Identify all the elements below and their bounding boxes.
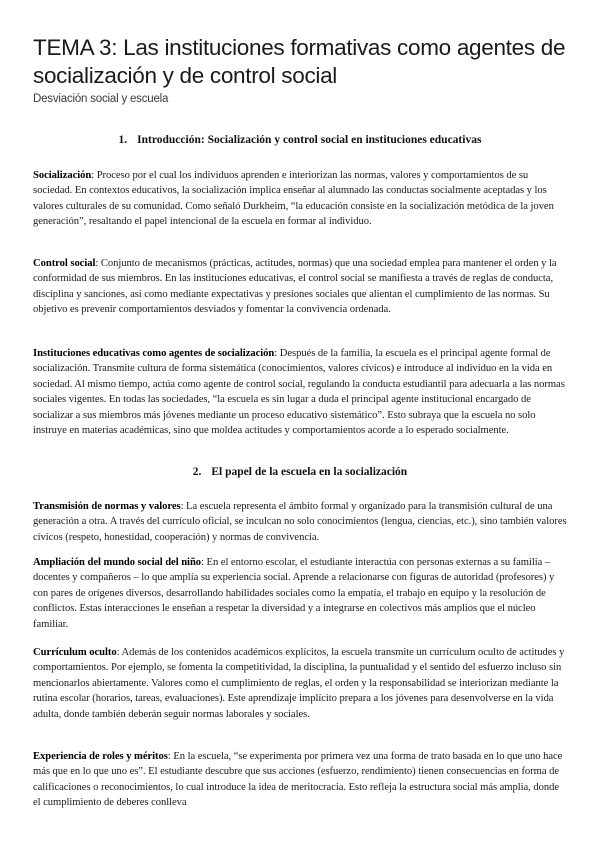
paragraph-term: Experiencia de roles y méritos xyxy=(33,751,168,762)
paragraph-term: Transmisión de normas y valores xyxy=(33,501,181,512)
paragraph-term: Instituciones educativas como agentes de socialización xyxy=(33,348,275,359)
paragraph-term: Control social xyxy=(33,258,96,269)
paragraph-text: : La escuela representa el ámbito formal y organizado para la transmisión cultural de una generación a otra. A través del currículo oficial, se inculcan no solo conocimientos (lengua, ciencias, etc.), sino también valores cívicos (respeto, honestidad, cooperación) y normas de convivencia. xyxy=(33,501,567,543)
paragraph-text: : En la escuela, “se experimenta por primera vez una forma de trato basada en lo que uno hace más que en lo que uno es”. El estudiante descubre que sus acciones (esfuerzo, rendimiento) tienen consecuencias en forma de calificaciones o reconocimientos, lo cual introduce la idea de meritocracia. Esto refleja la estructura social más amplia, donde el cumplimiento de deberes conlleva xyxy=(33,751,563,809)
paragraph-text: : Conjunto de mecanismos (prácticas, actitudes, normas) que una sociedad emplea para mantener el orden y la conformidad de sus miembros. En las instituciones educativas, el control social se manifiesta a través de reglas de conducta, disciplina y sanciones, así como mediante expectativas y presiones sociales que alientan el cumplimiento de las normas. Su objetivo es prevenir comportamientos desviados y fomentar la convivencia ordenada. xyxy=(33,258,557,316)
paragraph-transmision-normas xyxy=(33,499,569,545)
paragraph-socializacion xyxy=(33,168,569,230)
paragraph-instituciones-educativas xyxy=(33,346,569,438)
paragraph-experiencia-roles xyxy=(33,749,569,811)
paragraph-text: : Proceso por el cual los individuos aprenden e interiorizan las normas, valores y comportamientos de su sociedad. En contextos educativos, la socialización implica enseñar al alumnado las conductas socialmente aceptadas y los valores culturales de su comunidad. Como señaló Durkheim, “la educación consiste en la socialización metódica de la joven generación”, resaltando el papel intencional de la escuela en formar al individuo. xyxy=(33,170,554,228)
paragraph-control-social xyxy=(33,256,569,318)
section-heading-text: Introducción: Socialización y control social en instituciones educativas xyxy=(137,134,482,146)
paragraph-term: Socialización xyxy=(33,170,92,181)
paragraph-text: : Después de la familia, la escuela es el principal agente formal de socialización. Transmite cultura de forma sistemática (conocimientos, valores cívicos) e introduce al individuo en la vida en sociedad. Al mismo tiempo, actúa como agente de control social, regulando la conducta estudiantil para adecuarla a las normas sociales vigentes. En todas las sociedades, “la escuela es sin lugar a duda el principal agente institucional encargado de socializar a sus miembros más jóvenes mediante un proceso educativo sistemático”. Esto subraya que la escuela no solo instruye en materias académicas, sino que moldea actitudes y comportamientos acorde a lo esperado socialmente. xyxy=(33,348,565,437)
paragraph-text: : Además de los contenidos académicos explícitos, la escuela transmite un currículum oculto de actitudes y comportamientos. Por ejemplo, se fomenta la competitividad, la disciplina, la puntualidad y el sentido del esfuerzo incluso sin mencionarlos abiertamente. Valores como el cumplimiento de reglas, el orden y la responsabilidad se interiorizan mediante la rutina escolar (horarios, tareas, evaluaciones). Este aprendizaje implícito prepara a los jóvenes para desenvolverse en la vida adulta, donde también deberán seguir normas laborales y sociales. xyxy=(33,647,565,720)
section-heading-1 xyxy=(0,133,600,147)
paragraph-curriculum-oculto xyxy=(33,645,569,722)
section-heading-text: El papel de la escuela en la socialización xyxy=(211,466,408,478)
paragraph-term: Ampliación del mundo social del niño xyxy=(33,557,202,568)
document-subtitle: Desviación social y escuela xyxy=(33,93,169,105)
section-heading-2 xyxy=(0,465,600,479)
paragraph-text: : En el entorno escolar, el estudiante interactúa con personas externas a su familia – docentes y compañeros – lo que amplía su experiencia social. Aprende a relacionarse con figuras de autoridad (profesores) y con pares de orígenes diversos, desarrollando habilidades sociales como la empatía, el trabajo en equipo y la resolución de conflictos. Estas interacciones le enseñan a respetar la diversidad y a integrarse en colectivos más amplios que el núcleo familiar. xyxy=(33,557,555,630)
section-number: 1. xyxy=(118,134,128,146)
section-number: 2. xyxy=(192,466,202,478)
paragraph-term: Currículum oculto xyxy=(33,647,117,658)
paragraph-ampliacion-mundo-social xyxy=(33,555,569,632)
document-title: TEMA 3: Las instituciones formativas como agentes de socialización y de control social xyxy=(33,35,566,88)
